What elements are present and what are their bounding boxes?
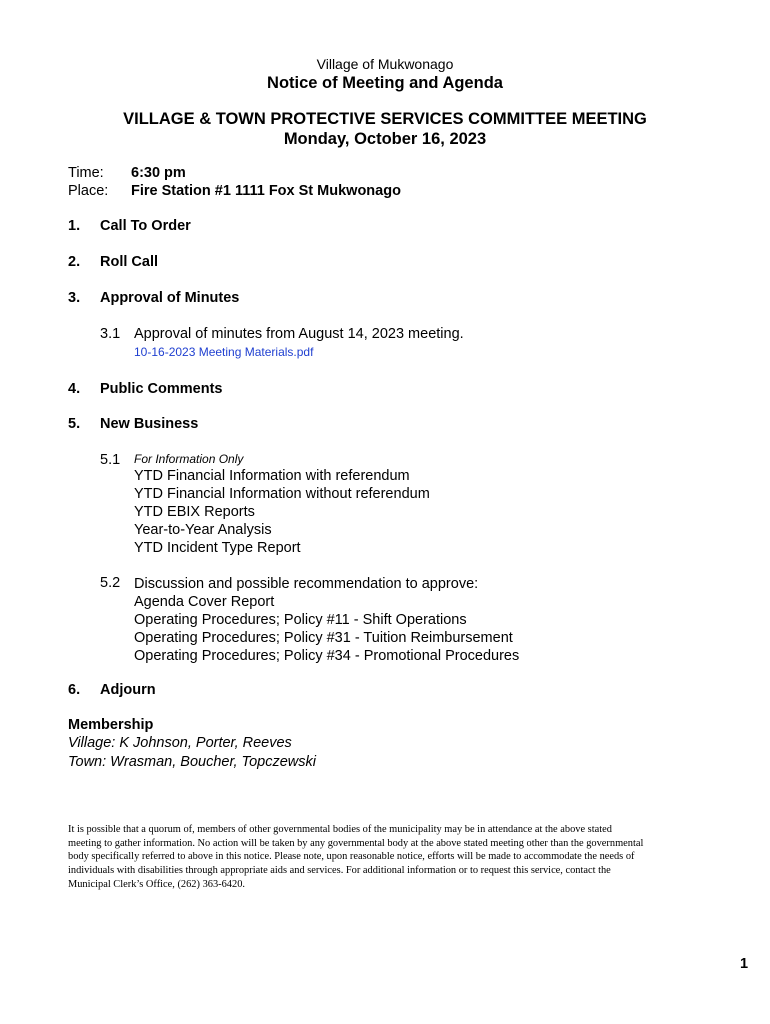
place-value: Fire Station #1 1111 Fox St Mukwonago [131, 183, 401, 199]
list-item: Year-to-Year Analysis [134, 522, 272, 538]
agenda-item-title: Approval of Minutes [100, 290, 240, 306]
agenda-item-title: Adjourn [100, 682, 156, 698]
disclaimer-line: body specifically referred to above in this notice. Please note, upon reasonable notice, efforts will be made to accommodate the needs of [68, 851, 635, 863]
agenda-item-number: 3. [68, 290, 81, 306]
list-item: Operating Procedures; Policy #31 - Tuition Reimbursement [134, 630, 513, 646]
meeting-materials-link[interactable]: 10-16-2023 Meeting Materials.pdf [134, 345, 314, 359]
subitem-5-1-list [134, 467, 430, 557]
agenda-item-title: Call To Order [100, 218, 191, 234]
subitem-number: 5.2 [100, 575, 121, 591]
list-item: YTD EBIX Reports [134, 504, 255, 520]
subitem-note: For Information Only [134, 452, 244, 466]
notice-title: Notice of Meeting and Agenda [267, 74, 503, 92]
agenda-item-number: 1. [68, 218, 81, 234]
agenda-item-number: 4. [68, 381, 81, 397]
agenda-item-title: Public Comments [100, 381, 223, 397]
agenda-item-number: 2. [68, 254, 81, 270]
disclaimer-line: It is possible that a quorum of, members of other governmental bodies of the municipality may be in attendance at the above stated [68, 824, 612, 835]
list-item: Operating Procedures; Policy #34 - Promotional Procedures [134, 648, 520, 664]
membership-town: Town: Wrasman, Boucher, Topczewski [68, 754, 316, 770]
list-item: YTD Financial Information without referendum [134, 486, 430, 502]
membership-village: Village: K Johnson, Porter, Reeves [68, 735, 292, 751]
agenda-item-number: 5. [68, 416, 81, 432]
disclaimer-line: meeting to gather information. No action will be taken by any governmental body at the above stated meeting other than the governmental [68, 837, 644, 849]
time-value: 6:30 pm [131, 165, 186, 181]
list-item: YTD Financial Information with referendum [134, 468, 410, 484]
list-item: Operating Procedures; Policy #11 - Shift Operations [134, 612, 467, 628]
place-label: Place: [68, 183, 109, 199]
time-label: Time: [68, 165, 104, 181]
subitem-number: 5.1 [100, 452, 121, 468]
subitem-5-2-list [134, 575, 519, 665]
disclaimer-line: individuals with disabilities through appropriate aids and services. For additional information or to request this service, contact the [68, 865, 611, 877]
page-number: 1 [740, 956, 749, 972]
disclaimer-line: Municipal Clerk’s Office, (262) 363-6420. [68, 878, 245, 890]
membership-heading: Membership [68, 717, 154, 733]
organization-name: Village of Mukwonago [316, 56, 454, 72]
list-item: Discussion and possible recommendation to approve: [134, 576, 479, 592]
agenda-item-title: Roll Call [100, 254, 159, 270]
agenda-item-title: New Business [100, 416, 199, 432]
list-item: Agenda Cover Report [134, 594, 275, 610]
meeting-title: VILLAGE & TOWN PROTECTIVE SERVICES COMMITTEE MEETING [123, 110, 647, 128]
list-item: YTD Incident Type Report [134, 540, 301, 556]
meeting-date: Monday, October 16, 2023 [283, 130, 487, 148]
disclaimer-notice [68, 823, 700, 892]
subitem-text: Approval of minutes from August 14, 2023 meeting. [134, 326, 464, 342]
subitem-number: 3.1 [100, 326, 121, 342]
agenda-item-number: 6. [68, 682, 81, 698]
